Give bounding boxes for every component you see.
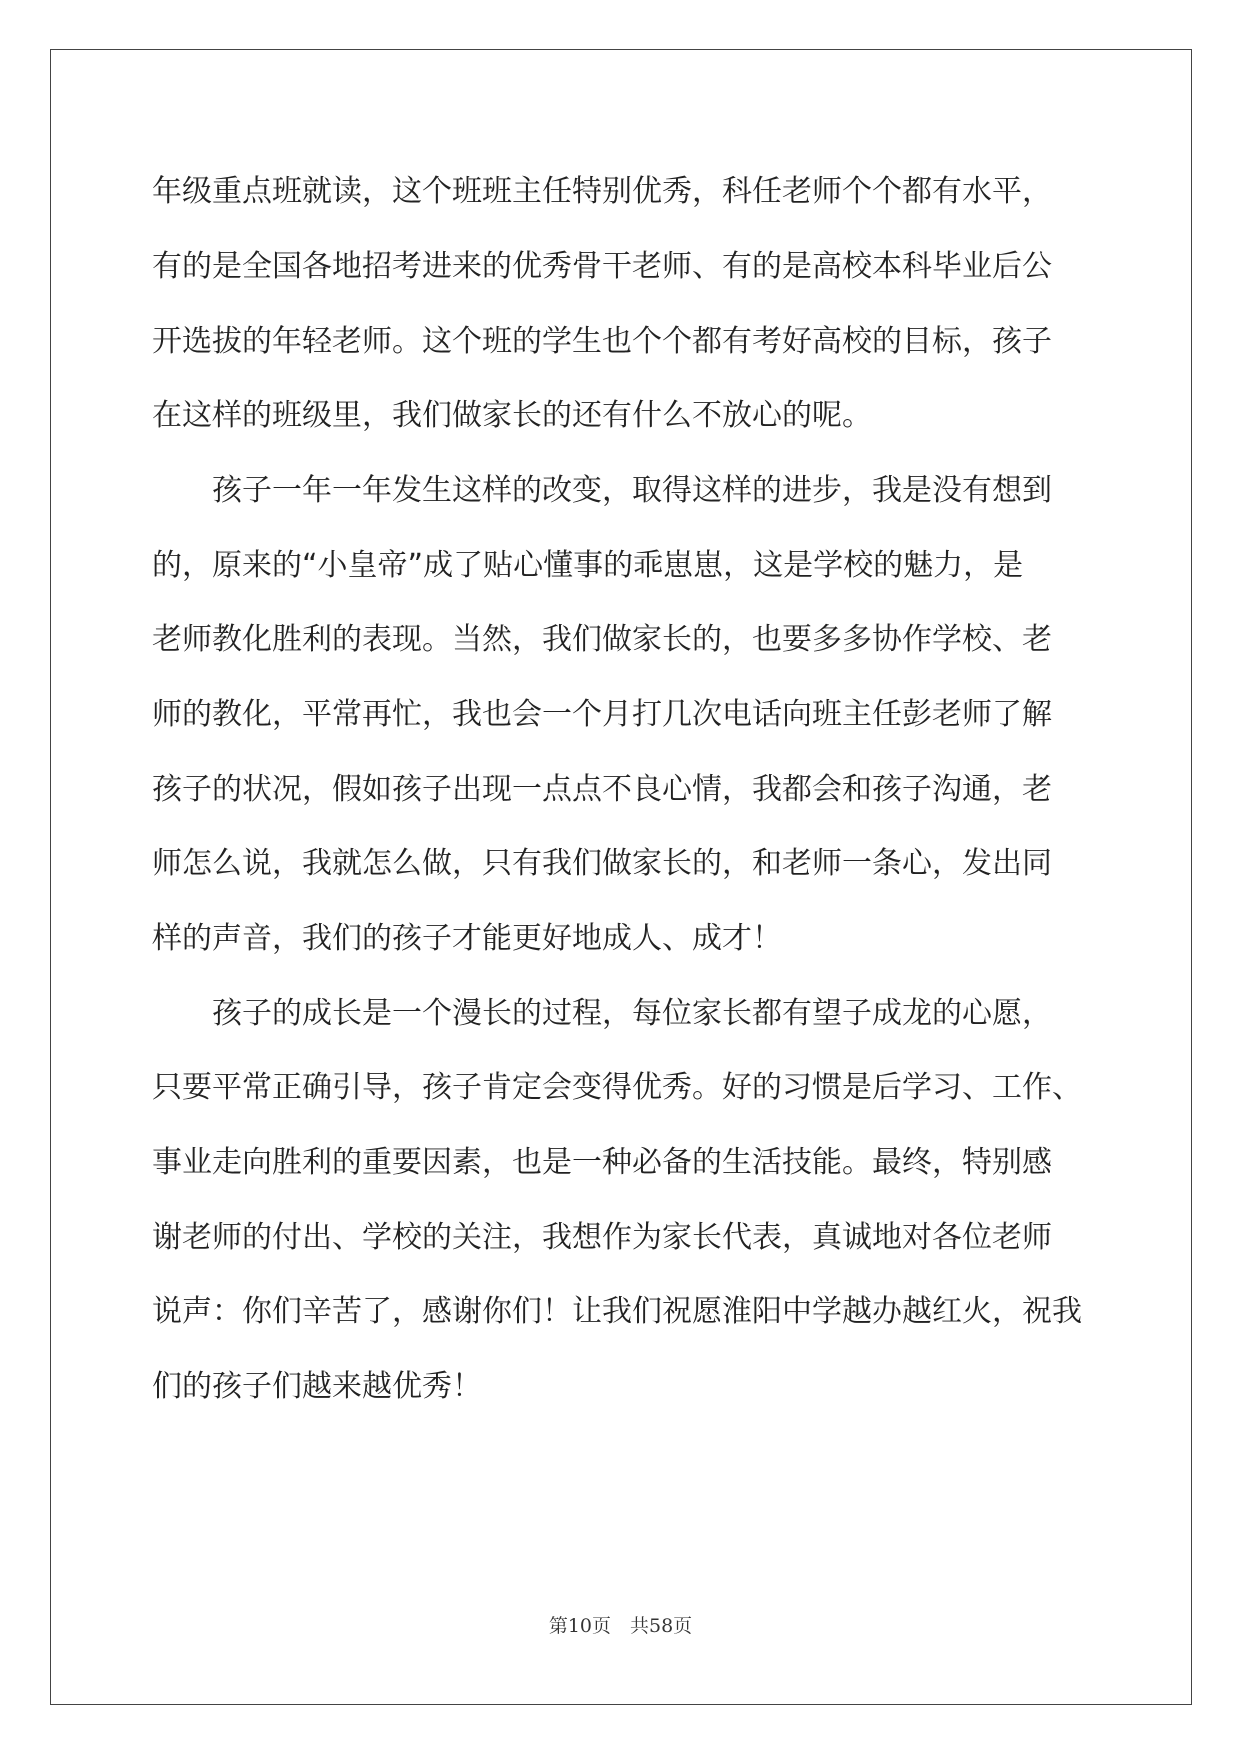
text-line: 开选拔的年轻老师。这个班的学生也个个都有考好高校的目标，孩子 bbox=[152, 324, 1052, 359]
text-line: 们的孩子们越来越优秀！ bbox=[152, 1369, 482, 1404]
text-line: 师的教化，平常再忙，我也会一个月打几次电话向班主任彭老师了解 bbox=[152, 697, 1052, 732]
text-line: 年级重点班就读，这个班班主任特别优秀，科任老师个个都有水平， bbox=[152, 174, 1052, 209]
page-number-footer: 第10页 共58页 bbox=[548, 1615, 693, 1637]
text-line: 有的是全国各地招考进来的优秀骨干老师、有的是高校本科毕业后公 bbox=[152, 249, 1052, 284]
paragraph-first-line: 孩子一年一年发生这样的改变，取得这样的进步，我是没有想到 bbox=[212, 473, 1052, 508]
text-line: 样的声音，我们的孩子才能更好地成人、成才！ bbox=[152, 921, 782, 956]
text-line: 的，原来的“小皇帝”成了贴心懂事的乖崽崽，这是学校的魅力，是 bbox=[152, 548, 1024, 583]
text-line: 老师教化胜利的表现。当然，我们做家长的，也要多多协作学校、老 bbox=[152, 622, 1052, 657]
text-line: 在这样的班级里，我们做家长的还有什么不放心的呢。 bbox=[152, 398, 872, 433]
text-line: 孩子的状况，假如孩子出现一点点不良心情，我都会和孩子沟通，老 bbox=[152, 772, 1052, 807]
text-line: 谢老师的付出、学校的关注，我想作为家长代表，真诚地对各位老师 bbox=[152, 1220, 1052, 1255]
text-line: 说声：你们辛苦了，感谢你们！让我们祝愿淮阳中学越办越红火，祝我 bbox=[152, 1294, 1082, 1329]
text-line: 只要平常正确引导，孩子肯定会变得优秀。好的习惯是后学习、工作、 bbox=[152, 1070, 1082, 1105]
text-line: 师怎么说，我就怎么做，只有我们做家长的，和老师一条心，发出同 bbox=[152, 846, 1052, 881]
text-line: 事业走向胜利的重要因素，也是一种必备的生活技能。最终，特别感 bbox=[152, 1145, 1052, 1180]
paragraph-first-line: 孩子的成长是一个漫长的过程，每位家长都有望子成龙的心愿， bbox=[212, 996, 1052, 1031]
